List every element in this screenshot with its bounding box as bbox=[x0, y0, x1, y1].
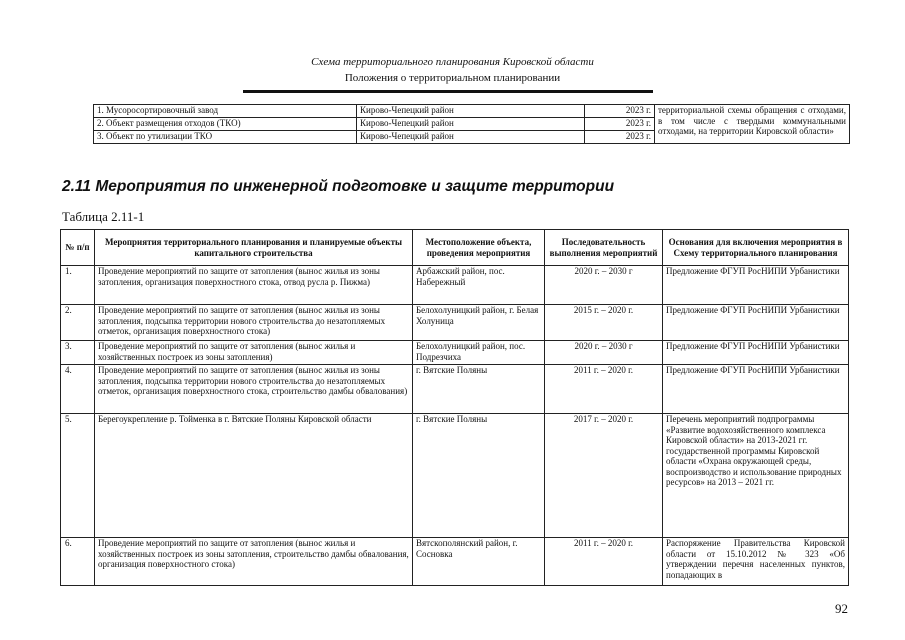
document-title: Схема территориального планирования Кировской области bbox=[311, 56, 594, 68]
row-location: Белохолуницкий район, пос. Подрезчиха bbox=[413, 341, 545, 365]
header-period: Последовательность выполнения мероприятий bbox=[545, 230, 663, 266]
row-period: 2017 г. – 2020 г. bbox=[545, 414, 663, 538]
table-row bbox=[61, 414, 849, 538]
object-period: 2023 г. bbox=[585, 105, 655, 118]
row-location: г. Вятские Поляны bbox=[413, 414, 545, 538]
row-measure: Проведение мероприятий по защите от затопления (вынос жилья из зоны затопления, организация поверхностного стока, отвод русла р. Пижма) bbox=[95, 266, 413, 305]
row-period: 2020 г. – 2030 г bbox=[545, 341, 663, 365]
document-subtitle: Положения о территориальном планировании bbox=[344, 72, 561, 84]
row-num: 6. bbox=[61, 538, 95, 586]
table-row bbox=[61, 266, 849, 305]
row-num: 5. bbox=[61, 414, 95, 538]
object-period: 2023 г. bbox=[585, 131, 655, 144]
row-period: 2015 г. – 2020 г. bbox=[545, 305, 663, 341]
row-location: Арбажский район, пос. Набережный bbox=[413, 266, 545, 305]
page-number: 92 bbox=[835, 601, 848, 616]
row-basis: Предложение ФГУП РосНИПИ Урбанистики bbox=[663, 341, 849, 365]
object-location: Кирово-Чепецкий район bbox=[357, 105, 585, 118]
object-location: Кирово-Чепецкий район bbox=[357, 118, 585, 131]
object-location: Кирово-Чепецкий район bbox=[357, 131, 585, 144]
header-num: № п/п bbox=[61, 230, 95, 266]
table-row bbox=[94, 105, 850, 118]
row-measure: Проведение мероприятий по защите от затопления (вынос жилья из зоны затопления, подсыпка территории нового строительства до незатопляемых отметок, организация поверхностного стока) bbox=[95, 305, 413, 341]
row-num: 2. bbox=[61, 305, 95, 341]
table-row bbox=[61, 305, 849, 341]
object-name: 2. Объект размещения отходов (ТКО) bbox=[94, 118, 357, 131]
row-num: 3. bbox=[61, 341, 95, 365]
header-basis: Основания для включения мероприятия в Схему территориального планирования bbox=[663, 230, 849, 266]
row-period: 2020 г. – 2030 г bbox=[545, 266, 663, 305]
row-num: 1. bbox=[61, 266, 95, 305]
row-measure: Берегоукрепление р. Тойменка в г. Вятские Поляны Кировской области bbox=[95, 414, 413, 538]
row-measure: Проведение мероприятий по защите от затопления (вынос жилья из зоны затопления, подсыпка территории нового строительства до незатопляемых отметок, организация поверхностного стока, строительство дамбы обвалования) bbox=[95, 365, 413, 414]
table-caption: Таблица 2.11-1 bbox=[62, 209, 145, 224]
row-measure: Проведение мероприятий по защите от затопления (вынос жилья и хозяйственных построек из зоны затопления, строительство дамбы обвалования, организация поверхностного стока) bbox=[95, 538, 413, 586]
row-basis: Предложение ФГУП РосНИПИ Урбанистики bbox=[663, 305, 849, 341]
row-location: Белохолуницкий район, г. Белая Холуница bbox=[413, 305, 545, 341]
row-location: Вятскополянский район, г. Сосновка bbox=[413, 538, 545, 586]
section-title: 2.11 Мероприятия по инженерной подготовке и защите территории bbox=[62, 178, 615, 195]
header-rule bbox=[243, 90, 653, 93]
table-row bbox=[61, 341, 849, 365]
table-row bbox=[61, 538, 849, 586]
row-period: 2011 г. – 2020 г. bbox=[545, 365, 663, 414]
table-row bbox=[61, 365, 849, 414]
object-period: 2023 г. bbox=[585, 118, 655, 131]
row-basis: Предложение ФГУП РосНИПИ Урбанистики bbox=[663, 266, 849, 305]
table-header-row bbox=[61, 230, 849, 266]
object-name: 3. Объект по утилизации ТКО bbox=[94, 131, 357, 144]
row-period: 2011 г. – 2020 г. bbox=[545, 538, 663, 586]
row-basis: Перечень мероприятий подпрограммы «Развитие водохозяйственного комплекса Кировской области» на 2013-2021 гг. государственной программы Кировской области «Охрана окружающей среды, воспроизводство и использование природных ресурсов» на 2013 – 2021 гг. bbox=[663, 414, 849, 538]
engineering-measures-table bbox=[60, 229, 849, 586]
basis-note: территориальной схемы обращения с отходами, в том числе с твердыми коммунальными отходами, на территории Кировской области» bbox=[655, 105, 850, 144]
row-measure: Проведение мероприятий по защите от затопления (вынос жилья и хозяйственных построек из зоны затопления) bbox=[95, 341, 413, 365]
row-num: 4. bbox=[61, 365, 95, 414]
header-location: Местоположение объекта, проведения мероприятия bbox=[413, 230, 545, 266]
continued-objects-table bbox=[93, 104, 850, 144]
row-basis: Распоряжение Правительства Кировской области от 15.10.2012 № 323 «Об утверждении перечня населенных пунктов, попадающих в bbox=[663, 538, 849, 586]
row-basis: Предложение ФГУП РосНИПИ Урбанистики bbox=[663, 365, 849, 414]
header-measure: Мероприятия территориального планирования и планируемые объекты капитального строительства bbox=[95, 230, 413, 266]
row-location: г. Вятские Поляны bbox=[413, 365, 545, 414]
object-name: 1. Мусоросортировочный завод bbox=[94, 105, 357, 118]
